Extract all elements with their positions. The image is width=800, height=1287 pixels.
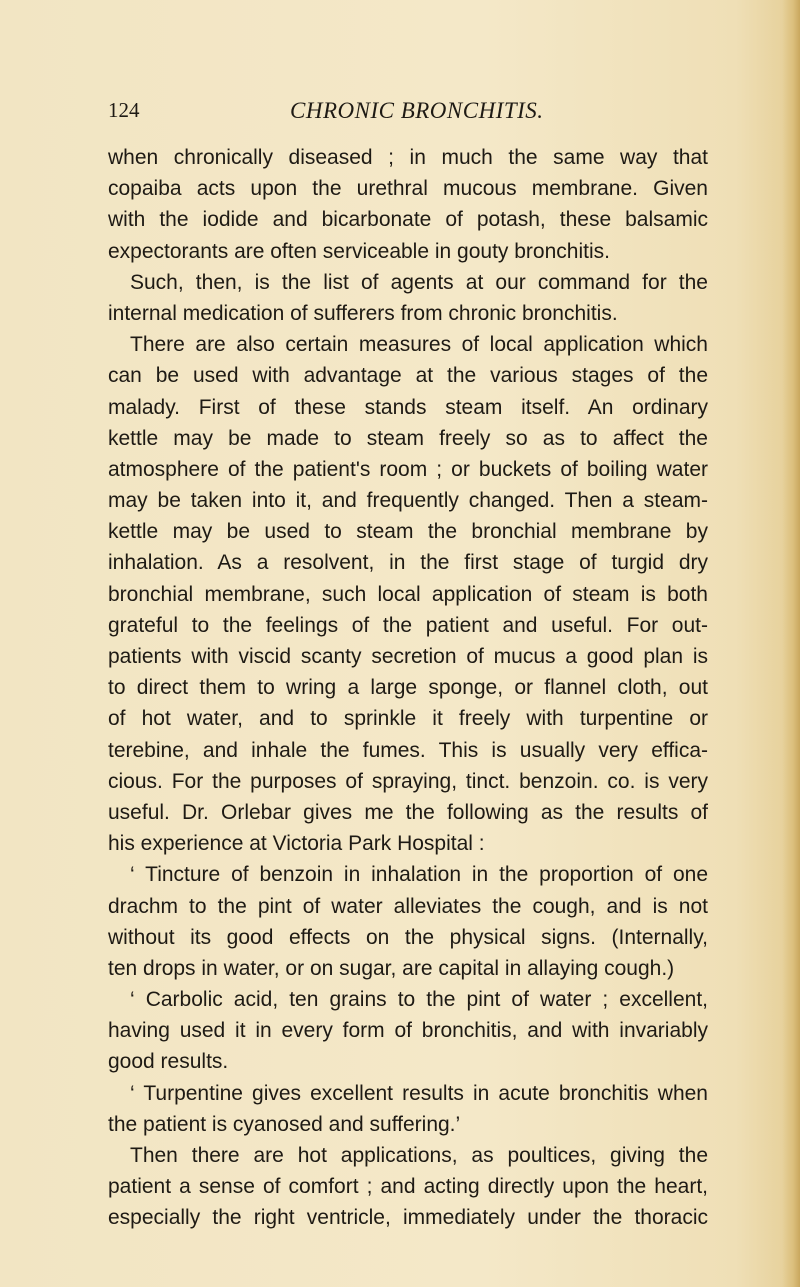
text-line: There are also certain measures of local application which	[130, 333, 708, 357]
text-line: the patient is cyanosed and suffering.’	[108, 1112, 461, 1136]
text-line: terebine, and inhale the fumes. This is usually very effica-	[108, 738, 708, 762]
text-line: good results.	[108, 1050, 229, 1074]
text-line: copaiba acts upon the urethral mucous membrane. Given	[108, 177, 708, 201]
text-line: patients with viscid scanty secretion of mucus a good plan is	[108, 645, 708, 668]
text-line: ‘ Turpentine gives excellent results in acute bronchitis when	[130, 1081, 708, 1105]
page-edge-shadow	[782, 0, 800, 1287]
text-line: expectorants are often serviceable in gouty bronchitis.	[108, 239, 610, 263]
text-line: having used it in every form of bronchitis, and with invariably	[108, 1019, 708, 1043]
page-number: 124	[108, 98, 140, 122]
text-line: inhalation. As a resolvent, in the first stage of turgid dry	[108, 551, 708, 575]
text-line: with the iodide and bicarbonate of potash, these balsamic	[108, 208, 708, 232]
text-line: without its good effects on the physical signs. (Internally,	[108, 925, 708, 949]
text-line: bronchial membrane, such local application of steam is both	[108, 582, 708, 606]
text-line: of hot water, and to sprinkle it freely with turpentine or	[108, 707, 708, 731]
text-line: can be used with advantage at the various stages of the	[108, 364, 708, 388]
text-line: ‘ Carbolic acid, ten grains to the pint of water ; excellent,	[130, 988, 708, 1012]
text-line: Then there are hot applications, as poultices, giving the	[130, 1144, 708, 1167]
text-line: especially the right ventricle, immediately under the thoracic	[108, 1206, 708, 1230]
text-line: when chronically diseased ; in much the same way that	[108, 146, 708, 169]
text-line: ten drops in water, or on sugar, are capital in allaying cough.)	[108, 956, 675, 980]
body-text	[108, 142, 708, 1234]
text-line: to direct them to wring a large sponge, or flannel cloth, out	[108, 676, 708, 700]
text-line: drachm to the pint of water alleviates the cough, and is not	[108, 894, 708, 918]
text-line: atmosphere of the patient's room ; or buckets of boiling water	[108, 457, 708, 481]
text-line: may be taken into it, and frequently changed. Then a steam-	[108, 489, 708, 513]
text-line: malady. First of these stands steam itself. An ordinary	[108, 395, 708, 419]
text-line: his experience at Victoria Park Hospital :	[108, 832, 485, 856]
text-line: patient a sense of comfort ; and acting directly upon the heart,	[108, 1175, 708, 1199]
running-head: CHRONIC BRONCHITIS.	[290, 98, 544, 123]
text-line: grateful to the feelings of the patient and useful. For out-	[108, 613, 708, 637]
text-line: kettle may be used to steam the bronchial membrane by	[108, 520, 708, 544]
text-line: cious. For the purposes of spraying, tinct. benzoin. co. is very	[108, 769, 708, 793]
text-line: internal medication of sufferers from chronic bronchitis.	[108, 301, 618, 325]
text-line: kettle may be made to steam freely so as to affect the	[108, 426, 708, 450]
text-line: Such, then, is the list of agents at our command for the	[130, 270, 708, 294]
text-line: useful. Dr. Orlebar gives me the following as the results of	[108, 800, 708, 824]
page-header	[108, 98, 708, 128]
text-line: ‘ Tincture of benzoin in inhalation in the proportion of one	[130, 863, 708, 887]
